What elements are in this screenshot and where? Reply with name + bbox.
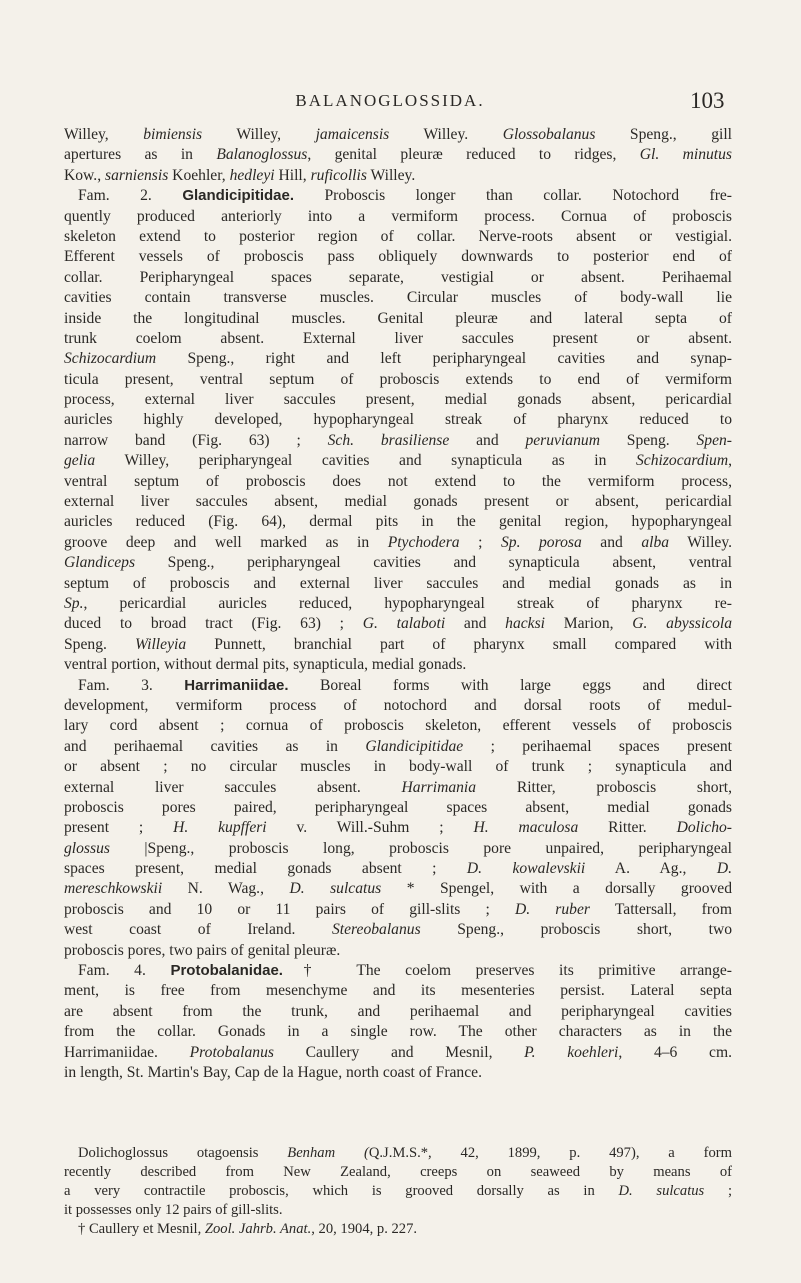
- body-line: present ; H. kupfferi v. Will.-Suhm ; H. maculosa Ritter. Dolicho-: [64, 819, 732, 837]
- body-line: inside the longitudinal muscles. Genital pleuræ and lateral septa of: [64, 309, 732, 327]
- body-line: gelia Willey, peripharyngeal cavities and synapticula as in Schizocardium,: [64, 452, 732, 470]
- body-line: Harrimaniidae. Protobalanus Caullery and Mesnil, P. koehleri, 4–6 cm.: [64, 1043, 732, 1061]
- body-line: auricles reduced (Fig. 64), dermal pits in the genital region, hypopharyngeal: [64, 513, 732, 531]
- footnote-line: Dolichoglossus otagoensis Benham (Q.J.M.S.*, 42, 1899, p. 497), a form: [78, 1145, 732, 1161]
- body-line: septum of proboscis and external liver saccules and medial gonads as in: [64, 574, 732, 592]
- body-line: Kow., sarniensis Koehler, hedleyi Hill, ruficollis Willey.: [64, 166, 416, 184]
- body-line: ticula present, ventral septum of proboscis extends to end of vermiform: [64, 370, 732, 388]
- body-line: Fam. 3. Harrimaniidae. Boreal forms with large eggs and direct: [78, 676, 732, 694]
- body-text: [64, 125, 732, 1083]
- body-line: quently produced anteriorly into a vermiform process. Cornua of proboscis: [64, 207, 732, 225]
- body-line: ventral portion, without dermal pits, synapticula, medial gonads.: [64, 656, 467, 674]
- body-line: apertures as in Balanoglossus, genital pleuræ reduced to ridges, Gl. minutus: [64, 146, 732, 164]
- body-line: proboscis pores, two pairs of genital pleuræ.: [64, 941, 341, 959]
- body-line: ment, is free from mesenchyme and its mesenteries persist. Lateral septa: [64, 982, 732, 1000]
- body-line: development, vermiform process of notochord and dorsal roots of medul-: [64, 696, 732, 714]
- body-line: glossus |Speng., proboscis long, proboscis pore unpaired, peripharyngeal: [64, 839, 732, 857]
- running-header: BALANOGLOSSIDA.: [295, 91, 485, 110]
- body-line: cavities contain transverse muscles. Circular muscles of body-wall lie: [64, 289, 732, 307]
- footnote-line: † Caullery et Mesnil, Zool. Jahrb. Anat., 20, 1904, p. 227.: [78, 1221, 418, 1237]
- body-line: spaces present, medial gonads absent ; D. kowalevskii A. Ag., D.: [64, 860, 732, 878]
- body-line: or absent ; no circular muscles in body-wall of trunk ; synapticula and: [64, 758, 732, 776]
- body-line: auricles highly developed, hypopharyngeal streak of pharynx reduced to: [64, 411, 732, 429]
- body-line: Speng. Willeyia Punnett, branchial part of pharynx small compared with: [64, 635, 733, 653]
- body-line: lary cord absent ; cornua of proboscis skeleton, efferent vessels of proboscis: [64, 717, 732, 735]
- footnote-line: a very contractile proboscis, which is grooved dorsally as in D. sulcatus ;: [64, 1183, 733, 1199]
- body-line: external liver saccules absent, medial gonads present or absent, pericardial: [64, 493, 732, 511]
- body-line: proboscis and 10 or 11 pairs of gill-slits ; D. ruber Tattersall, from: [64, 900, 732, 918]
- body-line: skeleton extend to posterior region of collar. Nerve-roots absent or vestigial.: [64, 227, 732, 245]
- body-line: Willey, bimiensis Willey, jamaicensis Willey. Glossobalanus Speng., gill: [64, 126, 733, 143]
- body-line: mereschkowskii N. Wag., D. sulcatus * Spengel, with a dorsally grooved: [64, 880, 733, 898]
- body-line: and perihaemal cavities as in Glandicipitidae ; perihaemal spaces present: [64, 737, 732, 755]
- body-line: ventral septum of proboscis does not extend to the vermiform process,: [64, 472, 732, 490]
- body-line: narrow band (Fig. 63) ; Sch. brasiliense and peruvianum Speng. Spen-: [64, 431, 733, 449]
- body-line: duced to broad tract (Fig. 63) ; G. talaboti and hacksi Marion, G. abyssicola: [64, 615, 733, 633]
- body-line: Schizocardium Speng., right and left peripharyngeal cavities and synap-: [64, 350, 732, 368]
- footnote-line: recently described from New Zealand, creeps on seaweed by means of: [64, 1164, 732, 1180]
- body-line: in length, St. Martin's Bay, Cap de la Hague, north coast of France.: [64, 1063, 482, 1081]
- body-line: Fam. 2. Glandicipitidae. Proboscis longer than collar. Notochord fre-: [78, 187, 732, 205]
- body-line: external liver saccules absent. Harrimania Ritter, proboscis short,: [64, 778, 732, 796]
- body-line: Sp., pericardial auricles reduced, hypopharyngeal streak of pharynx re-: [64, 594, 732, 612]
- body-line: west coast of Ireland. Stereobalanus Speng., proboscis short, two: [64, 921, 733, 939]
- footnotes: [64, 1144, 732, 1239]
- body-line: Efferent vessels of proboscis pass obliquely downwards to posterior end of: [64, 248, 732, 266]
- body-line: Glandiceps Speng., peripharyngeal cavities and synapticula absent, ventral: [64, 554, 732, 572]
- body-line: process, external liver saccules present, medial gonads absent, pericardial: [64, 391, 732, 409]
- body-line: collar. Peripharyngeal spaces separate, vestigial or absent. Perihaemal: [64, 268, 732, 286]
- body-line: groove deep and well marked as in Ptychodera ; Sp. porosa and alba Willey.: [64, 533, 733, 551]
- body-line: Fam. 4. Protobalanidae.† The coelom preserves its primitive arrange-: [78, 962, 732, 980]
- body-line: are absent from the trunk, and perihaemal and peripharyngeal cavities: [64, 1002, 732, 1020]
- body-line: from the collar. Gonads in a single row. The other characters as in the: [64, 1023, 732, 1041]
- page-number: 103: [690, 88, 725, 113]
- body-line: trunk coelom absent. External liver saccules present or absent.: [64, 329, 732, 347]
- footnote-line: it possesses only 12 pairs of gill-slits.: [64, 1202, 283, 1218]
- body-line: proboscis pores paired, peripharyngeal spaces absent, medial gonads: [64, 798, 732, 816]
